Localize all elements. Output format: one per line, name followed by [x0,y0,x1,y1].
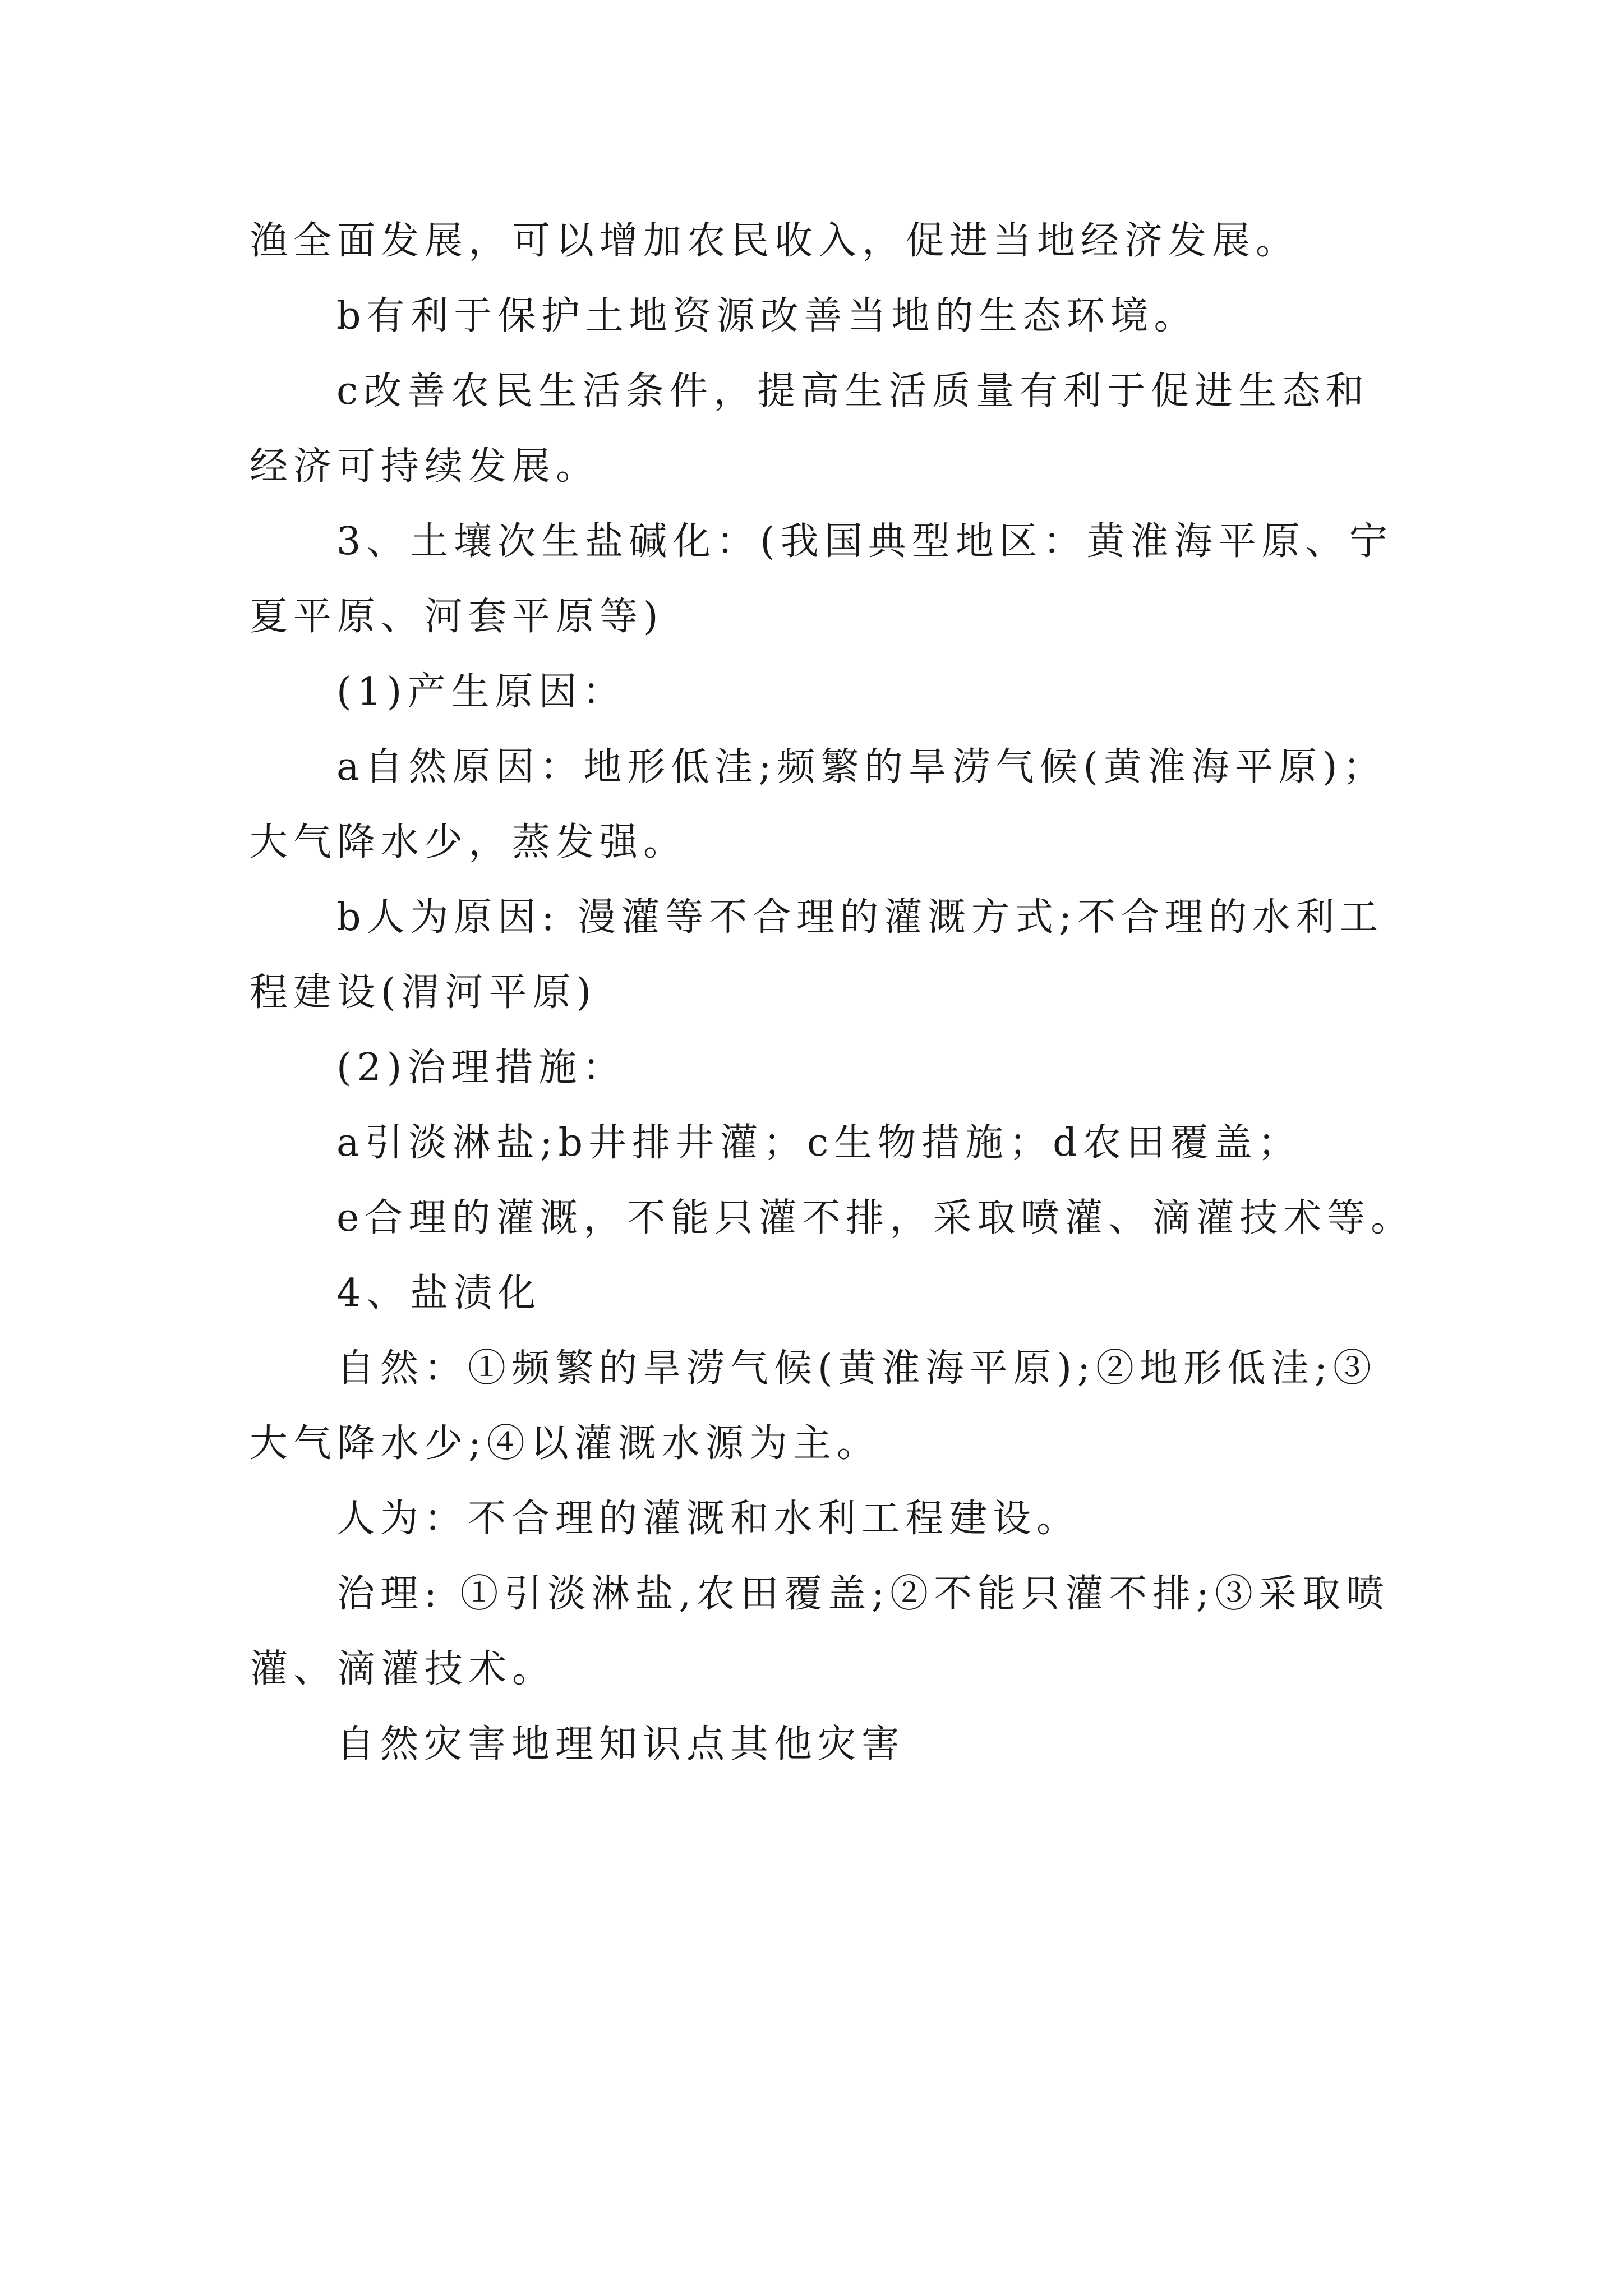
text-line: 灌、滴灌技术。 [250,1647,556,1691]
text-line: (2)治理措施： [336,1046,626,1090]
text-line: b有利于保护土地资源改善当地的生态环境。 [336,294,1198,338]
text-line: e合理的灌溉，不能只灌不排，采取喷灌、滴灌技术等。 [336,1196,1415,1240]
text-line: 大气降水少;④以灌溉水源为主。 [250,1421,880,1466]
text-line: c改善农民生活条件，提高生活质量有利于促进生态和 [336,369,1370,413]
text-line: 渔全面发展，可以增加农民收入，促进当地经济发展。 [250,219,1300,263]
text-line: 3、土壤次生盐碱化：(我国典型地区：黄淮海平原、宁 [336,519,1393,564]
text-line: 人为：不合理的灌溉和水利工程建设。 [336,1497,1081,1541]
text-line: a引淡淋盐;b井排井灌；c生物措施；d农田覆盖； [336,1121,1302,1165]
text-line: 治理: ①引淡淋盐,农田覆盖;②不能只灌不排;③采取喷 [336,1572,1390,1616]
text-line: 自然：①频繁的旱涝气候(黄淮海平原);②地形低洼;③ [336,1346,1377,1391]
text-line: b人为原因: 漫灌等不合理的灌溉方式;不合理的水利工 [336,895,1384,940]
text-line: 夏平原、河套平原等) [250,595,664,639]
text-line: (1)产生原因： [336,670,626,714]
text-line: a自然原因：地形低洼;频繁的旱涝气候(黄淮海平原)； [336,745,1387,789]
text-line: 大气降水少，蒸发强。 [250,820,688,864]
text-line: 4、盐渍化 [336,1271,542,1315]
text-line: 程建设(渭河平原) [250,970,597,1015]
text-line: 经济可持续发展。 [250,444,600,489]
text-line: 自然灾害地理知识点其他灾害 [336,1722,906,1766]
